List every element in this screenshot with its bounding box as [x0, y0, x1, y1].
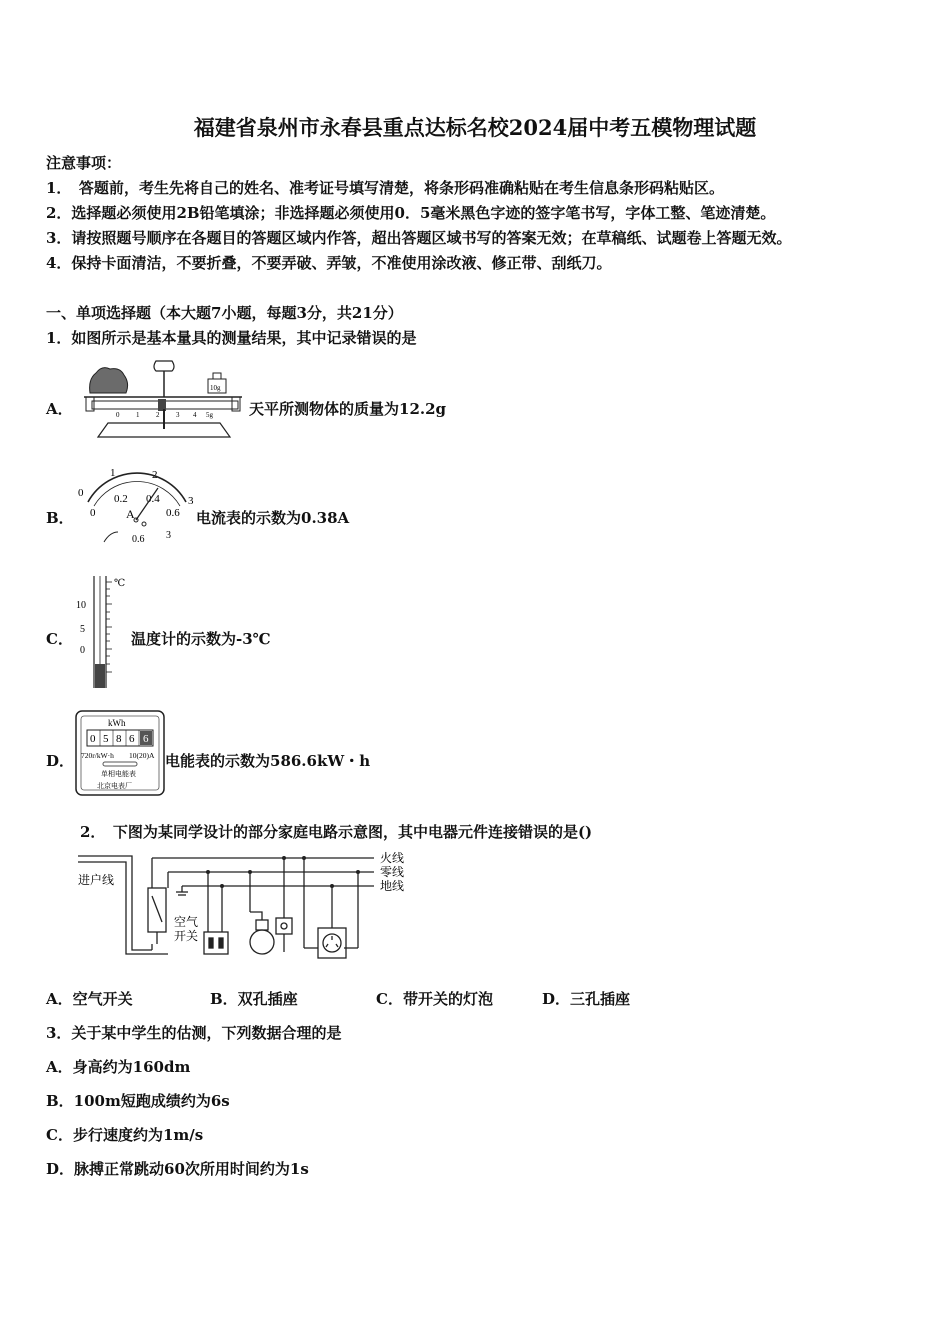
meter-digit: 0 [90, 733, 96, 745]
balance-tick: 5g [206, 411, 213, 419]
breaker-label: 开关 [174, 929, 199, 943]
breaker-label: 空气 [174, 915, 199, 929]
option-text: 温度计的示数为-3℃ [131, 630, 271, 648]
meter-digit: 5 [103, 733, 109, 745]
balance-tick: 0 [116, 411, 120, 419]
meter-spec: 10(20)A [129, 751, 155, 760]
notice-item: 2．选择题必须使用2B铅笔填涂；非选择题必须使用0．5毫米黑色字迹的签字笔书写，字体工整、笔迹清楚。 [46, 204, 776, 222]
meter-digit: 6 [143, 733, 149, 745]
option-text: A．身高约为160dm [46, 1058, 191, 1076]
meter-digit: 6 [129, 733, 135, 745]
notice-heading: 注意事项： [46, 154, 122, 172]
ammeter-bottom-tick: 0.6 [166, 507, 180, 519]
option-text: 电流表的示数为0.38A [196, 509, 350, 527]
service-line-label: 进户线 [78, 873, 115, 887]
ground-wire-label: 地线 [380, 879, 405, 893]
electricity-meter-figure [75, 710, 165, 796]
thermometer-tick: 5 [80, 624, 85, 635]
ammeter-top-tick: 3 [188, 495, 194, 507]
question-stem: 1．如图所示是基本量具的测量结果，其中记录错误的是 [46, 329, 417, 347]
section-heading: 一、单项选择题（本大题7小题，每题3分，共21分） [46, 304, 403, 322]
page-title: 福建省泉州市永春县重点达标名校2024届中考五模物理试题 [193, 115, 757, 140]
notice-item: 4．保持卡面清洁，不要折叠，不要弄破、弄皱，不准使用涂改液、修正带、刮纸刀。 [46, 254, 612, 272]
balance-tick: 3 [176, 411, 180, 419]
question-stem: 3．关于某中学生的估测，下列数据合理的是 [46, 1024, 342, 1042]
notice-item: 1． 答题前，考生先将自己的姓名、准考证号填写清楚，将条形码准确粘贴在考生信息条形码粘贴区。 [46, 179, 724, 197]
ammeter-bottom-tick: 0.2 [114, 493, 128, 505]
ammeter-top-tick: 1 [110, 467, 116, 479]
ammeter-top-tick: 0 [78, 487, 84, 499]
option-label: C． [46, 630, 73, 648]
thermometer-figure [72, 572, 132, 692]
option-label: D． [46, 752, 75, 770]
meter-digit: 8 [116, 733, 122, 745]
live-wire-label: 火线 [380, 851, 405, 865]
circuit-diagram [78, 848, 418, 968]
thermometer-unit: ℃ [114, 578, 126, 589]
balance-figure [78, 357, 248, 443]
thermometer-tick: 0 [80, 645, 85, 656]
option-text: 电能表的示数为586.6kW・h [165, 752, 371, 770]
ammeter-bottom-tick: 0.4 [146, 493, 160, 505]
ammeter-terminal-right: 3 [166, 530, 171, 541]
ammeter-bottom-tick: 0 [90, 507, 96, 519]
option-text: C．带开关的灯泡 [376, 990, 493, 1008]
meter-maker: 北京电表厂 [97, 782, 132, 790]
option-text: 天平所测物体的质量为12.2g [249, 400, 447, 418]
option-label: A． [46, 400, 73, 418]
meter-unit: kWh [108, 718, 126, 728]
notice-item: 3．请按照题号顺序在各题目的答题区域内作答，超出答题区域书写的答案无效；在草稿纸、试题卷上答题无效。 [46, 229, 792, 247]
balance-weight-label: 10g [210, 384, 221, 392]
ammeter-unit: A [126, 507, 135, 521]
question-stem: 2． 下图为某同学设计的部分家庭电路示意图，其中电器元件连接错误的是() [80, 823, 593, 841]
ammeter-top-tick: 2 [152, 469, 158, 481]
ammeter-terminal: 0.6 [132, 534, 145, 545]
thermometer-tick: 10 [76, 600, 86, 611]
balance-tick: 2 [156, 411, 160, 419]
option-text: A．空气开关 [46, 990, 133, 1008]
balance-tick: 1 [136, 411, 140, 419]
meter-spec: 720r/kW·h [81, 751, 114, 760]
option-text: C．步行速度约为1m/s [46, 1126, 204, 1144]
neutral-wire-label: 零线 [380, 865, 405, 879]
option-text: D．脉搏正常跳动60次所用时间约为1s [46, 1160, 309, 1178]
balance-tick: 4 [193, 411, 197, 419]
option-text: B．双孔插座 [210, 990, 298, 1008]
meter-brand: 单相电能表 [101, 770, 136, 778]
option-text: D．三孔插座 [542, 990, 631, 1008]
option-label: B． [46, 509, 74, 527]
option-text: B．100m短跑成绩约为6s [46, 1092, 230, 1110]
ammeter-figure [76, 464, 196, 548]
